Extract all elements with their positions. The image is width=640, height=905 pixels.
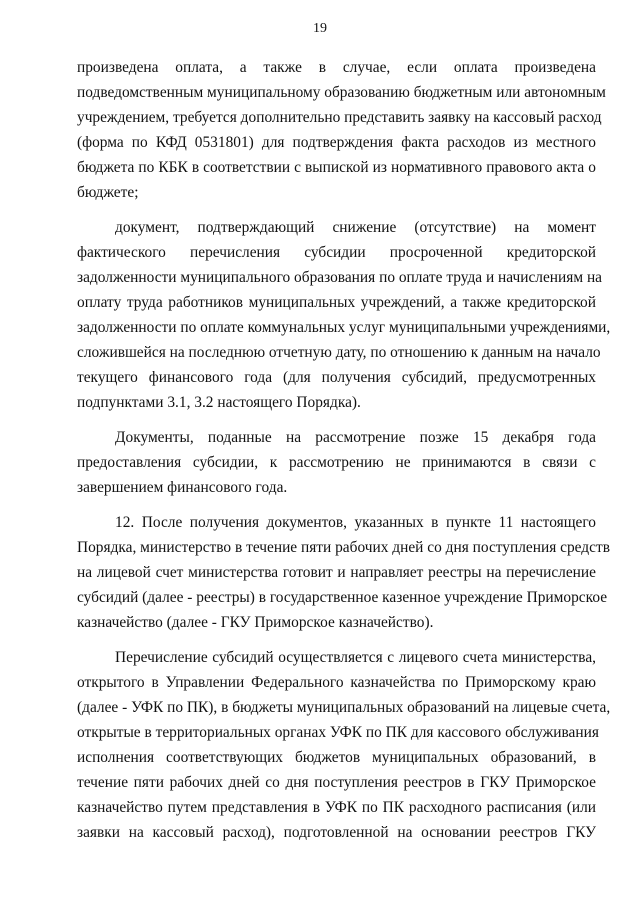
- text-line: казначейство (далее - ГКУ Приморское казначейство).: [77, 614, 434, 631]
- text-line: задолженности муниципального образования по оплате труда и начислениям на: [77, 269, 603, 286]
- paragraph-gap: [77, 205, 596, 215]
- text-line: заявки на кассовый расход), подготовленной на основании реестров ГКУ: [77, 824, 596, 841]
- paragraph-gap: [77, 500, 596, 510]
- text-line: завершением финансового года.: [77, 479, 288, 496]
- text-line: открытого в Управлении Федерального казначейства по Приморскому краю: [77, 674, 596, 691]
- text-line: задолженности по оплате коммунальных услуг муниципальными учреждениями,: [77, 319, 611, 336]
- text-line: оплату труда работников муниципальных учреждений, а также кредиторской: [77, 294, 596, 311]
- text-line: фактического перечисления субсидии просроченной кредиторской: [77, 244, 596, 261]
- text-line: исполнения соответствующих бюджетов муниципальных образований, в: [77, 749, 596, 766]
- paragraph: [77, 215, 611, 415]
- text-line: подведомственным муниципальному образованию бюджетным или автономным: [77, 84, 606, 101]
- paragraph-gap: [77, 635, 596, 645]
- text-line: сложившейся на последнюю отчетную дату, по отношению к данным на начало: [77, 344, 601, 361]
- paragraph: [77, 55, 606, 205]
- text-line: учреждением, требуется дополнительно представить заявку на кассовый расход: [77, 109, 602, 126]
- text-line: предоставления субсидии, к рассмотрению не принимаются в связи с: [77, 454, 596, 471]
- text-line: произведена оплата, а также в случае, если оплата произведена: [77, 59, 596, 76]
- text-line: на лицевой счет министерства готовит и направляет реестры на перечисление: [77, 564, 596, 581]
- text-line: (далее - УФК по ПК), в бюджеты муниципальных образований на лицевые счета,: [77, 699, 611, 716]
- text-line: 12. После получения документов, указанных в пункте 11 настоящего: [115, 514, 596, 531]
- page-number: 19: [313, 21, 327, 36]
- text-line: бюджета по КБК в соответствии с выпиской из нормативного правового акта о: [77, 159, 596, 176]
- text-line: бюджете;: [77, 184, 139, 201]
- document-body: [77, 55, 611, 845]
- paragraph: [77, 510, 610, 635]
- text-line: течение пяти рабочих дней со дня поступления реестров в ГКУ Приморское: [77, 774, 596, 791]
- text-line: документ, подтверждающий снижение (отсутствие) на момент: [115, 219, 596, 236]
- paragraph-gap: [77, 415, 596, 425]
- text-line: субсидий (далее - реестры) в государственное казенное учреждение Приморское: [77, 589, 608, 606]
- text-line: Перечисление субсидий осуществляется с лицевого счета министерства,: [115, 649, 596, 666]
- text-line: подпунктами 3.1, 3.2 настоящего Порядка).: [77, 394, 361, 411]
- text-line: Порядка, министерство в течение пяти рабочих дней со дня поступления средств: [77, 539, 610, 556]
- paragraph: [77, 645, 611, 845]
- text-line: текущего финансового года (для получения субсидий, предусмотренных: [77, 369, 596, 386]
- text-line: (форма по КФД 0531801) для подтверждения факта расходов из местного: [77, 134, 596, 151]
- text-line: казначейство путем представления в УФК по ПК расходного расписания (или: [77, 799, 596, 816]
- text-line: открытые в территориальных органах УФК по ПК для кассового обслуживания: [77, 724, 599, 741]
- text-line: Документы, поданные на рассмотрение позже 15 декабря года: [115, 429, 596, 446]
- paragraph: [77, 425, 596, 500]
